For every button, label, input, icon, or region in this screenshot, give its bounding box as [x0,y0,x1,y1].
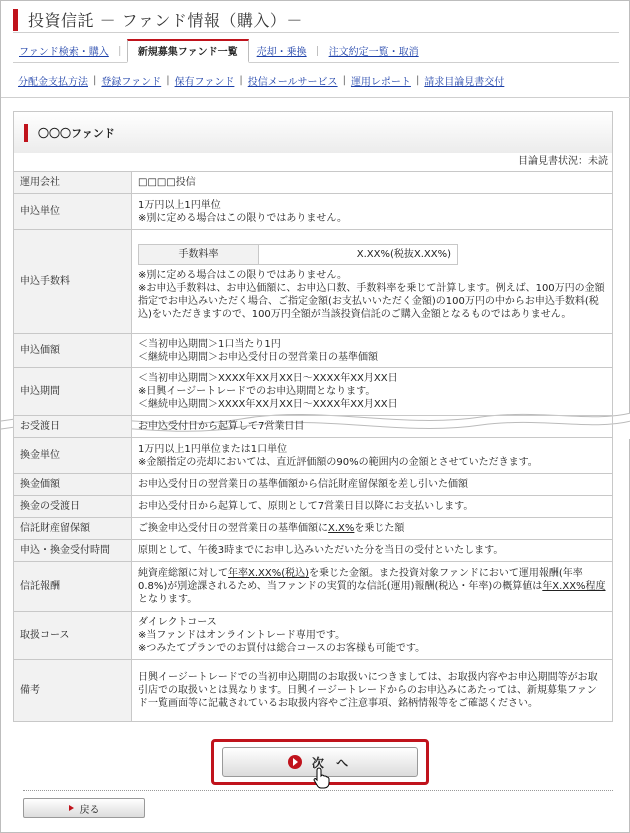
table-row [14,172,613,194]
value-note: ※別に定める場合はこの限りではありません。 [138,270,347,281]
fund-name: 〇〇〇ファンド [38,126,115,140]
row-value: お申込受付日から起算して7営業日目 [132,416,613,438]
row-value [132,438,613,474]
nav-separator: ｜ [312,47,323,58]
play-icon [288,755,302,769]
row-label: 申込価額 [14,334,132,368]
nav-separator: | [415,74,420,86]
row-label: 申込手数料 [14,230,132,334]
row-value [132,230,613,334]
row-value [132,562,613,612]
row-label: 換金の受渡日 [14,496,132,518]
row-label: 換金単位 [14,438,132,474]
fund-header [13,111,613,153]
row-label: お受渡日 [14,416,132,438]
value-line: 1万円以上1円単位 [138,199,221,211]
reserve-pre: ご換金申込受付日の翌営業日の基準価額に [138,523,328,534]
nav-sell-switch[interactable]: 売却・乗換 [256,47,307,58]
nav-registered-fund[interactable]: 登録ファンド [101,76,162,88]
table-row [14,540,613,562]
trust-fee-rate: 年率X.XX%(税込) [228,568,310,579]
fund-info-table-top [13,171,613,416]
nav-mail-service[interactable]: 投信メールサービス [247,76,338,88]
reserve-rate: X.X% [328,523,355,534]
row-value: □□□□投信 [132,172,613,194]
value-note: ※別に定める場合はこの限りではありません。 [138,212,347,224]
nav-separator: | [239,74,243,86]
title-accent-mark [13,9,18,31]
primary-nav [13,41,619,63]
nav-separator: ｜ [114,47,125,58]
value-line: ※日興イージートレードでのお申込期間となります。 [138,386,376,397]
prospectus-status: 目論見書状況：未読 [13,153,613,171]
fee-rate-value: X.XX%(税抜X.XX%) [259,245,458,265]
row-label: 信託財産留保額 [14,518,132,540]
fund-accent-mark [24,124,28,142]
back-button[interactable] [23,798,145,818]
table-row [14,612,613,660]
row-label: 申込単位 [14,194,132,230]
value-line: ダイレクトコース [138,617,217,628]
page-title: 投資信託 － ファンド情報（購入）－ [28,11,303,30]
nav-dividend-method[interactable]: 分配金支払方法 [18,76,88,88]
row-value [132,194,613,230]
table-row [14,496,613,518]
trust-fee-pre: 純資産総額に対して [138,568,228,579]
arrow-right-icon [69,805,74,811]
row-label: 運用会社 [14,172,132,194]
table-row [14,438,613,474]
row-label: 備考 [14,660,132,722]
hand-cursor-icon [313,767,331,789]
nav-order-list[interactable]: 注文約定一覧・取消 [328,47,419,58]
row-label: 信託報酬 [14,562,132,612]
fund-info-table-bottom [13,415,613,722]
value-note: ※つみたてプランでのお買付は総合コースのお客様も可能です。 [138,643,426,654]
row-label: 申込期間 [14,368,132,416]
nav-separator: | [342,74,346,86]
header-divider [1,97,630,98]
table-row [14,474,613,496]
trust-fee-mid: を乗じた金額。また投資対象ファンドにおいて運用報酬(年率0.8%)が別途課されるため、当ファンドの実質的な信託(運用)報酬(税込・年率)の概算値は [138,568,583,592]
table-row [14,416,613,438]
next-button-label: 次 へ [311,755,353,770]
table-row [14,230,613,334]
table-row [14,334,613,368]
value-line: ＜継続申込期間＞お申込受付日の翌営業日の基準価額 [138,351,378,363]
dotted-divider [23,790,613,791]
fee-rate-table [138,244,458,265]
value-line: ＜継続申込期間＞XXXX年XX月XX日～XXXX年XX月XX日 [138,399,398,410]
trust-fee-post: となります。 [138,594,198,605]
value-line: 1万円以上1円単位または1口単位 [138,443,288,455]
nav-separator: | [166,74,170,86]
value-note: ※お申込手数料は、お申込価額に、お申込口数、手数料率を乗じて計算します。例えば、100万円の金額指定でお申込みいただく場合、ご指定金額(お支払いいただく金額)の100万円の中からお申込手数料(税込)をいただきますので、100万円全額が当該投資信託のご購入金額となるものではありません。 [138,283,605,320]
fee-rate-header: 手数料率 [139,245,259,265]
row-value: お申込受付日の翌営業日の基準価額から信託財産留保額を差し引いた価額 [132,474,613,496]
row-value [132,612,613,660]
row-label: 取扱コース [14,612,132,660]
row-label: 申込・換金受付時間 [14,540,132,562]
value-note: ※当ファンドはオンライントレード専用です。 [138,630,346,641]
row-label: 換金価額 [14,474,132,496]
nav-held-fund[interactable]: 保有ファンド [174,76,235,88]
nav-report[interactable]: 運用レポート [350,76,411,88]
row-value: 日興イージートレードでの当初申込期間のお取扱いにつきましては、お取扱内容やお申込期間等がお取引店での取扱いとは異なります。日興イージートレードからのお申込みにあたっては、新規募集ファンド一覧画面等に記載されているお取扱内容やご注意事項、銘柄情報等をご確認ください。 [132,660,613,722]
secondary-nav [13,71,619,89]
row-value [132,518,613,540]
value-note: ※金額指定の売却においては、直近評価額の90%の範囲内の金額とさせていただきます。 [138,456,538,468]
row-value [132,334,613,368]
nav-prospectus-request[interactable]: 請求目論見書交付 [424,76,505,88]
value-line: ＜当初申込期間＞1口当たり1円 [138,338,281,350]
table-row [14,194,613,230]
reserve-post: を乗じた額 [354,523,405,534]
row-value: お申込受付日から起算して、原則として7営業日目以降にお支払いします。 [132,496,613,518]
value-line: ＜当初申込期間＞XXXX年XX月XX日～XXXX年XX月XX日 [138,373,398,384]
nav-new-fund-list-tab[interactable]: 新規募集ファンド一覧 [127,39,249,63]
row-value: 原則として、午後3時までにお申し込みいただいた分を当日の受付といたします。 [132,540,613,562]
table-row [14,518,613,540]
trust-fee-approx: 年X.XX%程度 [542,581,606,592]
table-row [14,562,613,612]
table-row [14,660,613,722]
nav-separator: | [93,74,97,86]
nav-fund-search[interactable]: ファンド検索・購入 [19,47,109,58]
page-title-bar [13,7,619,33]
back-button-label: 戻る [79,804,100,816]
